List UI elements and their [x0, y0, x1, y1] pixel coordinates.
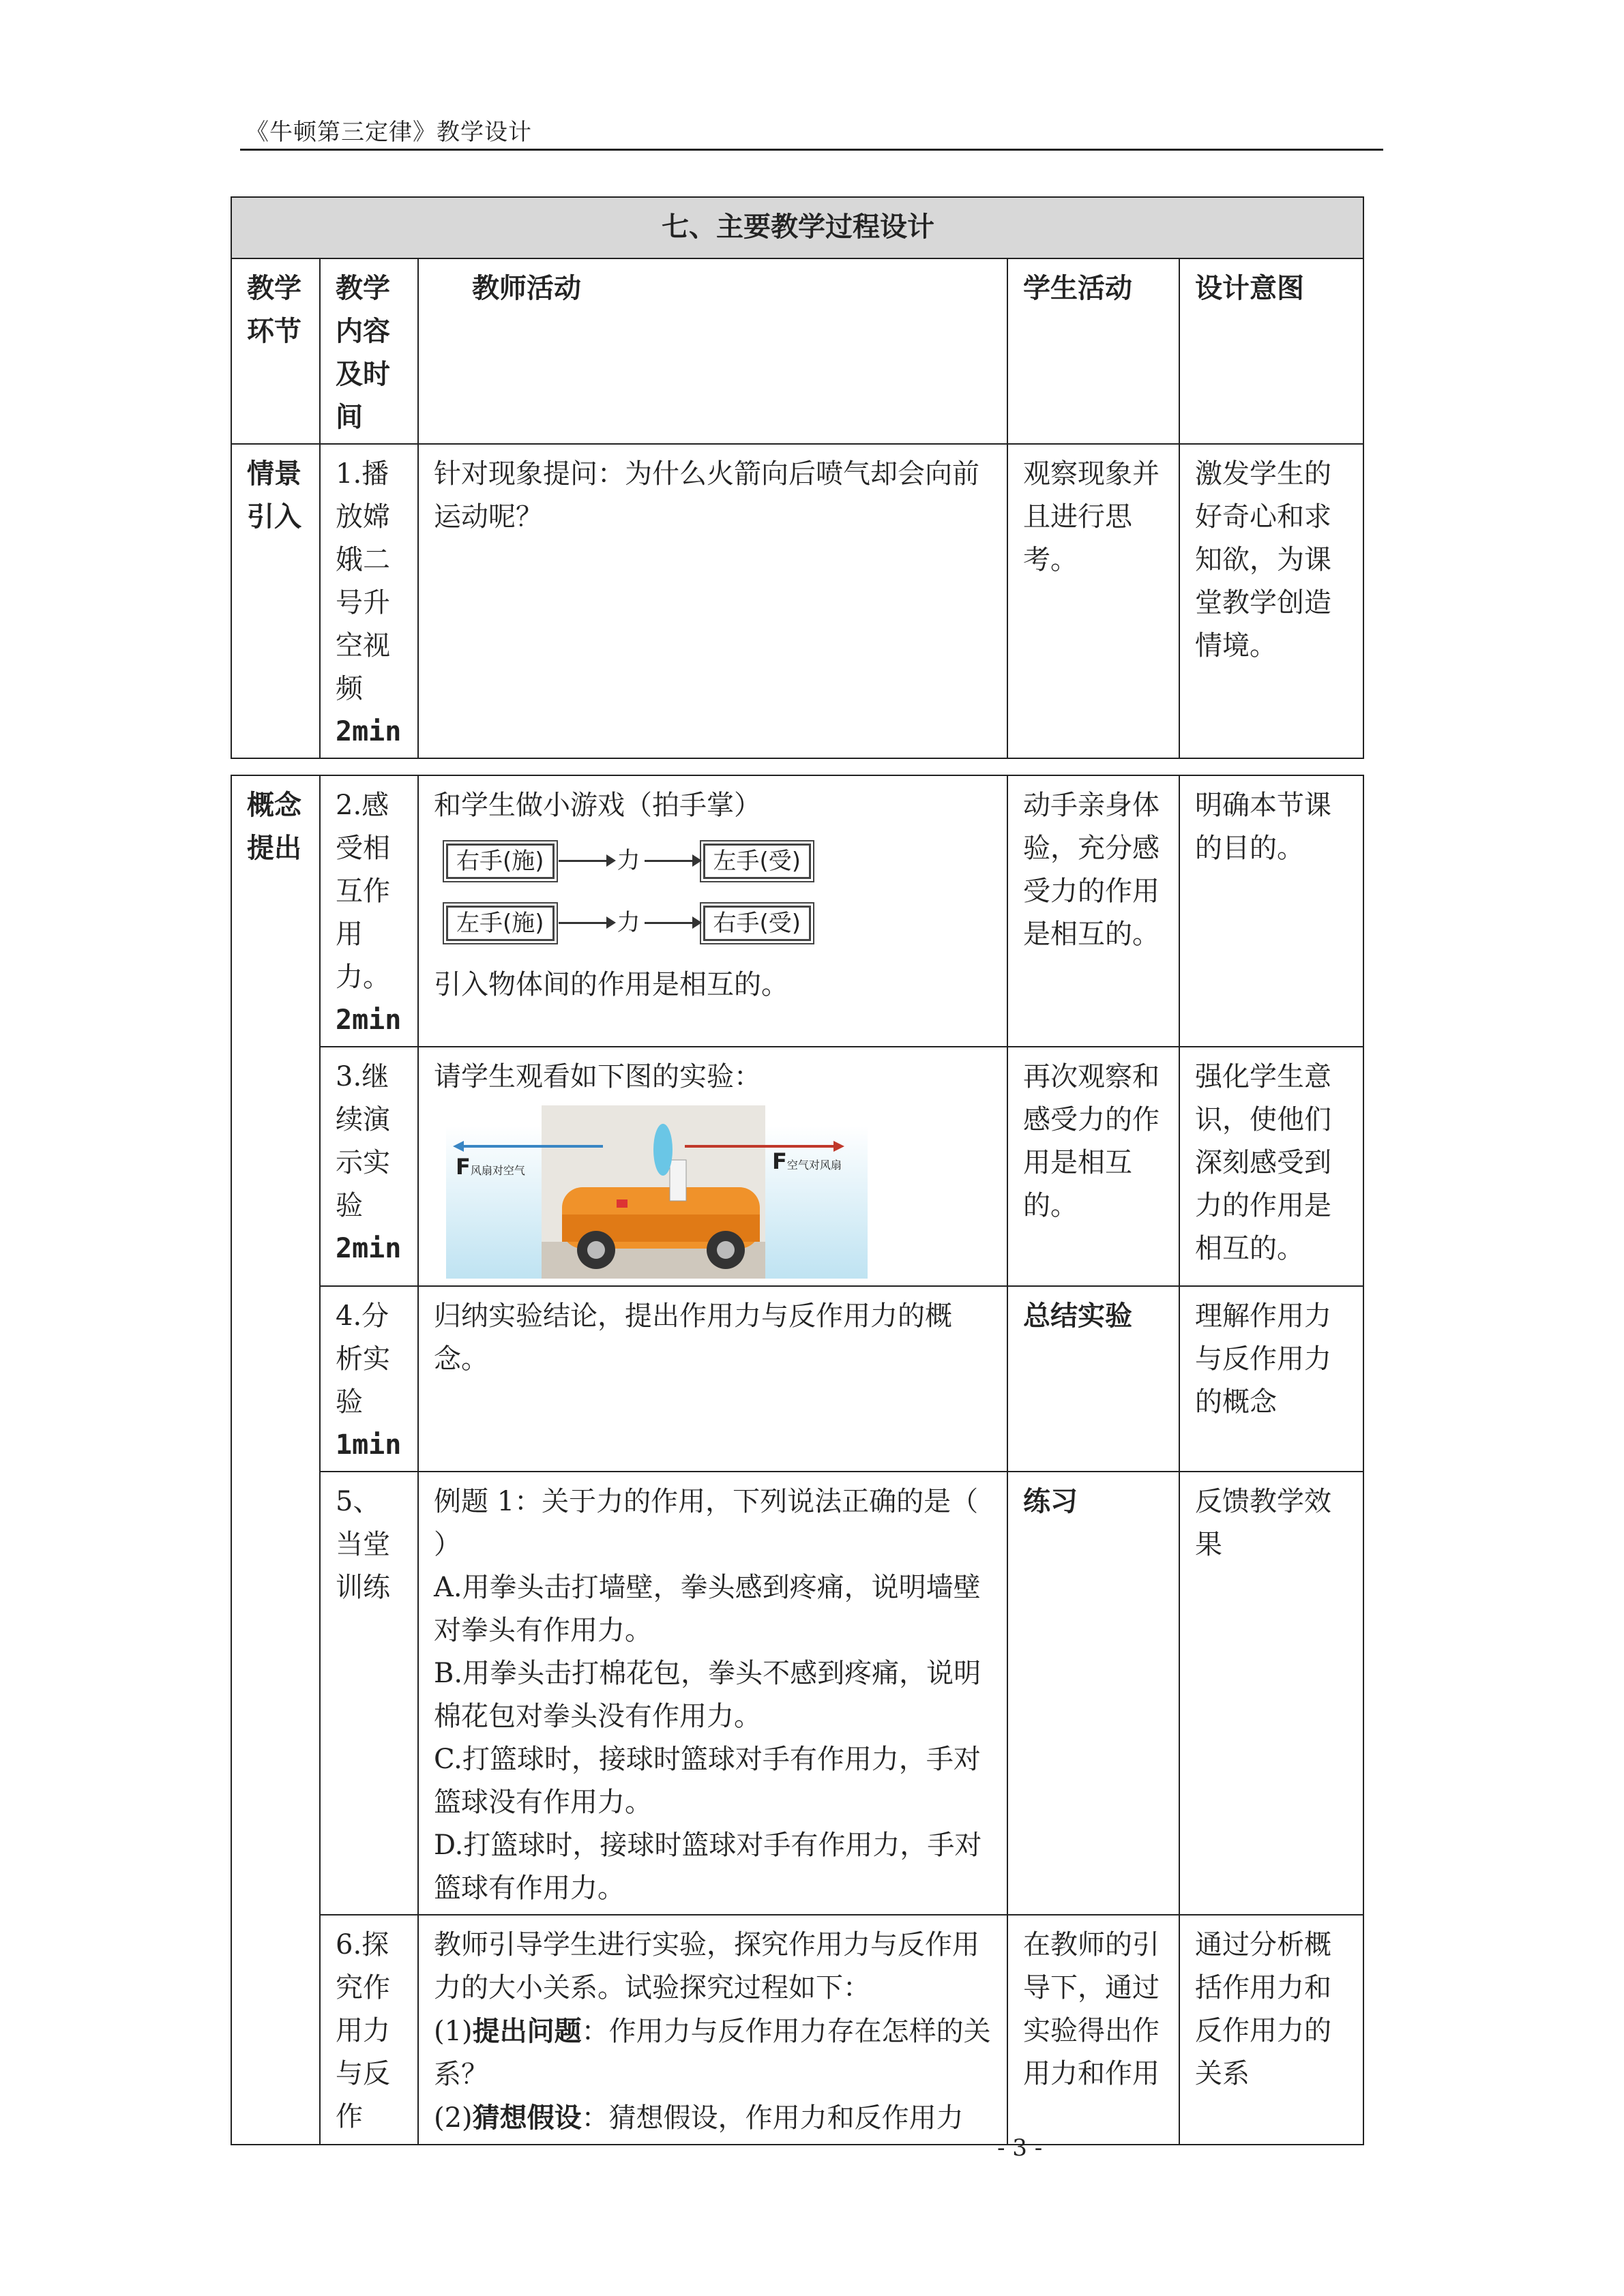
experiment-photo — [446, 1105, 868, 1279]
col-header-student: 学生活动 — [1007, 258, 1179, 444]
table-title-row — [231, 197, 1363, 258]
intent-cell: 明确本节课的目的。 — [1179, 775, 1363, 1047]
teacher-cell — [418, 1047, 1007, 1286]
content-text: 2.感受相互作用力。 — [336, 790, 390, 993]
content-cell — [320, 1047, 418, 1286]
intent-cell: 反馈教学效果 — [1179, 1472, 1363, 1915]
content-text: 4.分析实验 — [336, 1300, 390, 1418]
content-cell: 6.探究作用力与反作 — [320, 1915, 418, 2145]
teacher-intro: 教师引导学生进行实验，探究作用力与反作用力的大小关系。试验探究过程如下： — [434, 1929, 979, 2003]
step-2 — [434, 2096, 993, 2140]
arrow-right-icon — [645, 922, 699, 924]
student-cell: 再次观察和感受力的作用是相互的。 — [1007, 1047, 1179, 1286]
content-cell — [320, 775, 418, 1047]
col-header-intent: 设计意图 — [1179, 258, 1363, 444]
process-table-1 — [231, 196, 1364, 759]
option-d: D.打篮球时，接球时篮球对手有作用力，手对篮球有作用力。 — [434, 1830, 982, 1904]
table-row — [231, 444, 1363, 758]
force-label-left — [456, 1156, 525, 1182]
force-flow-1 — [446, 839, 993, 882]
time-text: 2min — [336, 1233, 402, 1264]
header-row — [231, 258, 1363, 444]
step-1 — [434, 2010, 993, 2096]
fan-car-illustration — [446, 1105, 868, 1279]
content-cell — [320, 1286, 418, 1472]
time-text: 1min — [336, 1429, 402, 1461]
force-label-right — [772, 1150, 842, 1176]
teacher-cell — [418, 1915, 1007, 2145]
content-cell — [320, 444, 418, 758]
table-title: 七、主要教学过程设计 — [231, 197, 1363, 258]
process-table-2 — [231, 775, 1364, 2145]
teacher-cell: 针对现象提问：为什么火箭向后喷气却会向前运动呢？ — [418, 444, 1007, 758]
col-header-teacher: 教师活动 — [418, 258, 1007, 444]
question-stem: 例题 1：关于力的作用，下列说法正确的是（ ） — [434, 1486, 1033, 1560]
force-flow-2 — [446, 901, 993, 944]
step-label: 提出问题 — [472, 2015, 582, 2047]
force-subscript: 空气对风扇 — [786, 1159, 842, 1172]
flow-mid: 力 — [617, 909, 640, 936]
intent-cell: 激发学生的好奇心和求知欲，为课堂教学创造情境。 — [1179, 444, 1363, 758]
option-c: C.打篮球时，接球时篮球对手有作用力，手对篮球没有作用力。 — [434, 1744, 981, 1818]
flow-box-from: 右手(施) — [446, 844, 555, 879]
student-cell: 观察现象并且进行思考。 — [1007, 444, 1179, 758]
segment-cell: 概念提出 — [231, 775, 320, 2145]
option-b: B.用拳头击打棉花包，拳头不感到疼痛，说明棉花包对拳头没有作用力。 — [434, 1658, 981, 1732]
arrow-right-icon — [559, 922, 613, 924]
step-text: ：猜想假设，作用力和反作用力 — [581, 2102, 964, 2134]
content-text: 3.继续演示实验 — [336, 1061, 390, 1221]
table-row — [231, 1915, 1363, 2145]
col-header-content: 教学内容及时间 — [320, 258, 418, 444]
segment-cell: 情景引入 — [231, 444, 320, 758]
table-row — [231, 1286, 1363, 1472]
force-symbol: F — [772, 1148, 787, 1174]
intent-cell: 通过分析概括作用力和反作用力的关系 — [1179, 1915, 1363, 2145]
flow-box-from: 左手(施) — [446, 906, 555, 941]
student-cell: 练习 — [1007, 1472, 1179, 1915]
arrow-right-icon — [559, 860, 613, 862]
force-symbol: F — [456, 1154, 471, 1180]
header-rule — [240, 149, 1383, 151]
flow-mid: 力 — [617, 847, 640, 874]
table-row — [231, 1472, 1363, 1915]
intent-cell: 强化学生意识，使他们深刻感受到力的作用是相互的。 — [1179, 1047, 1363, 1286]
running-header: 《牛顿第三定律》教学设计 — [246, 119, 532, 146]
force-subscript: 风扇对空气 — [470, 1164, 525, 1177]
table-row — [231, 1047, 1363, 1286]
table-row — [231, 775, 1363, 1047]
teacher-intro: 和学生做小游戏（拍手掌） — [434, 790, 761, 821]
page-number: - 3 - — [997, 2134, 1043, 2162]
step-text: ：作用力与反作用力存在怎样的关系？ — [434, 2016, 991, 2090]
teacher-cell: 归纳实验结论，提出作用力与反作用力的概念。 — [418, 1286, 1007, 1472]
teacher-outro: 引入物体间的作用是相互的。 — [434, 969, 788, 1000]
time-text: 2min — [336, 716, 402, 747]
flow-box-to: 右手(受) — [703, 906, 812, 941]
flow-box-to: 左手(受) — [703, 844, 812, 879]
step-num: (2) — [434, 2102, 473, 2134]
arrow-right-icon — [645, 860, 699, 862]
student-cell: 动手亲身体验，充分感受力的作用是相互的。 — [1007, 775, 1179, 1047]
content-text: 1.播放嫦娥二号升空视频 — [336, 458, 390, 704]
teacher-cell — [418, 1472, 1033, 1915]
step-num: (1) — [434, 2016, 473, 2047]
student-cell: 在教师的引导下，通过实验得出作用力和作用 — [1007, 1915, 1179, 2145]
teacher-cell — [418, 775, 1007, 1047]
option-a: A.用拳头击打墙壁，拳头感到疼痛，说明墙壁对拳头有作用力。 — [434, 1572, 981, 1646]
student-cell: 总结实验 — [1007, 1286, 1179, 1472]
content-cell: 5、当堂训练 — [320, 1472, 418, 1915]
col-header-segment: 教学环节 — [231, 258, 320, 444]
teacher-text: 请学生观看如下图的实验： — [434, 1061, 761, 1092]
time-text: 2min — [336, 1004, 402, 1036]
step-label: 猜想假设 — [472, 2102, 582, 2134]
intent-cell: 理解作用力与反作用力的概念 — [1179, 1286, 1363, 1472]
